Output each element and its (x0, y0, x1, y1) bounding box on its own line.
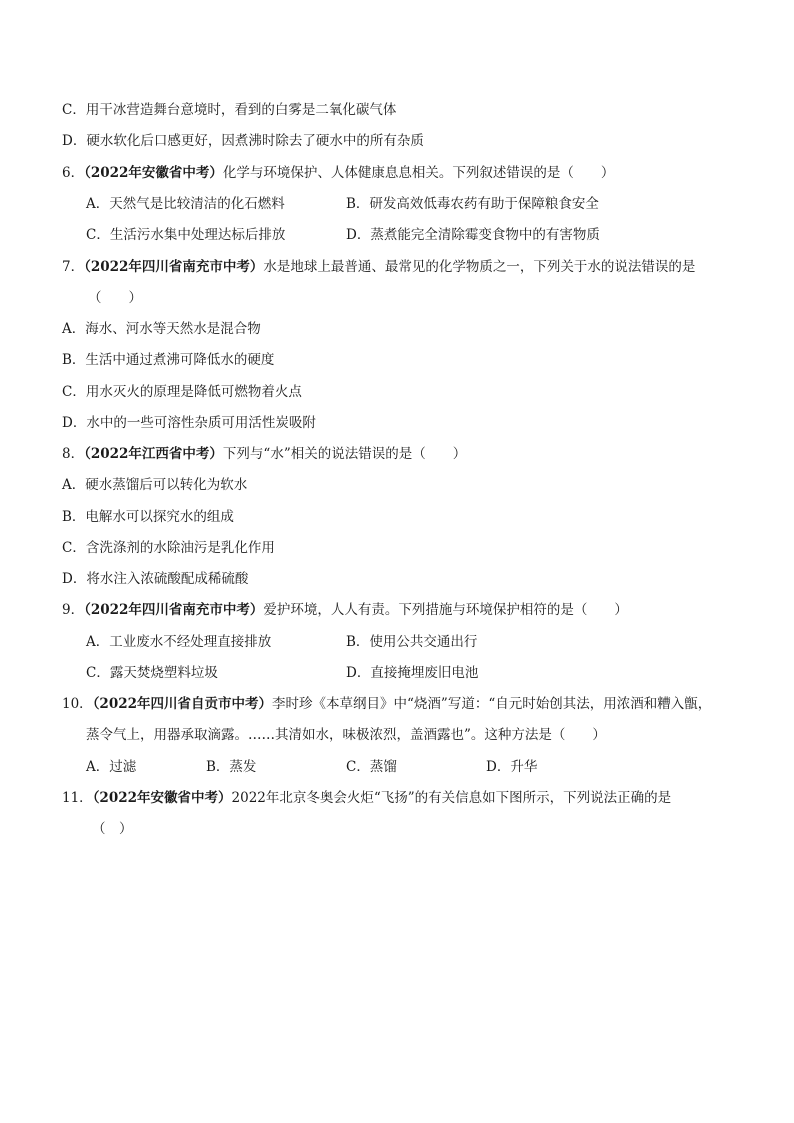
question-source: （2022年四川省南充市中考） (84, 259, 264, 275)
question-source: （2022年安徽省中考） (92, 790, 232, 806)
question-source: （2022年四川省南充市中考） (84, 602, 264, 618)
question-source: （2022年安徽省中考） (84, 165, 223, 181)
question-stem: 李时珍《本草纲目》中“烧酒”写道：“自元时始创其法，用浓酒和糟入甑， (272, 696, 712, 712)
q8-option-c: C．含洗涤剂的水除油污是乳化作用 (62, 540, 275, 556)
q7-option-c: C．用水灭火的原理是降低可燃物着火点 (62, 384, 302, 400)
question-7 (62, 258, 695, 276)
question-number: 6． (62, 165, 85, 181)
question-stem: 爱护环境，人人有责。下列措施与环境保护相符的是（ ） (263, 602, 628, 618)
question-stem: 下列与“水”相关的说法错误的是（ ） (222, 446, 467, 462)
q10-option-d: D．升华 (486, 759, 538, 775)
question-number: 8． (62, 446, 85, 462)
question-10 (62, 695, 711, 713)
q6-option-d: D．蒸煮能完全清除霉变食物中的有害物质 (346, 227, 600, 243)
q10-option-a: A．过滤 (86, 759, 137, 775)
q10-option-b: B．蒸发 (206, 759, 257, 775)
q9-option-d: D．直接掩埋废旧电池 (346, 665, 479, 681)
q10-option-c: C．蒸馏 (346, 759, 397, 775)
q8-option-a: A．硬水蒸馏后可以转化为软水 (62, 477, 248, 493)
q6-option-c: C．生活污水集中处理达标后排放 (86, 227, 286, 243)
q8-option-d: D．将水注入浓硫酸配成稀硫酸 (62, 571, 249, 587)
question-11 (62, 789, 671, 807)
question-stem: 2022年北京冬奥会火炬“飞扬”的有关信息如下图所示，下列说法正确的是 (231, 790, 672, 806)
q7-answer-paren: （ ） (88, 290, 142, 306)
question-stem: 水是地球上最普通、最常见的化学物质之一，下列关于水的说法错误的是 (263, 259, 696, 275)
question-source: （2022年江西省中考） (84, 446, 223, 462)
question-number: 11． (62, 790, 93, 806)
q7-option-b: B．生活中通过煮沸可降低水的硬度 (62, 352, 275, 368)
q6-option-a: A．天然气是比较清洁的化石燃料 (86, 196, 285, 212)
q9-option-c: C．露天焚烧塑料垃圾 (86, 665, 218, 681)
q7-option-d: D．水中的一些可溶性杂质可用活性炭吸附 (62, 415, 316, 431)
q9-option-b: B．使用公共交通出行 (346, 634, 478, 650)
q9-option-a: A．工业废水不经处理直接排放 (86, 634, 272, 650)
question-6 (62, 164, 614, 182)
q7-option-a: A．海水、河水等天然水是混合物 (62, 321, 261, 337)
question-8 (62, 445, 466, 463)
question-stem: 化学与环境保护、人体健康息息相关。下列叙述错误的是（ ） (222, 165, 615, 181)
prev-option-c: C．用干冰营造舞台意境时，看到的白雾是二氧化碳气体 (62, 102, 397, 118)
q6-option-b: B．研发高效低毒农药有助于保障粮食安全 (346, 196, 599, 212)
question-number: 9． (62, 602, 85, 618)
q11-answer-paren: （ ） (92, 821, 133, 837)
prev-option-d: D．硬水软化后口感更好，因煮沸时除去了硬水中的所有杂质 (62, 133, 424, 149)
question-10-continued: 蒸令气上，用器承取滴露。……其清如水，味极浓烈，盖酒露也”。这种方法是（ ） (86, 727, 606, 743)
question-source: （2022年四川省自贡市中考） (92, 696, 273, 712)
question-number: 7． (62, 259, 85, 275)
q8-option-b: B．电解水可以探究水的组成 (62, 509, 234, 525)
question-9 (62, 601, 628, 619)
question-number: 10． (62, 696, 93, 712)
